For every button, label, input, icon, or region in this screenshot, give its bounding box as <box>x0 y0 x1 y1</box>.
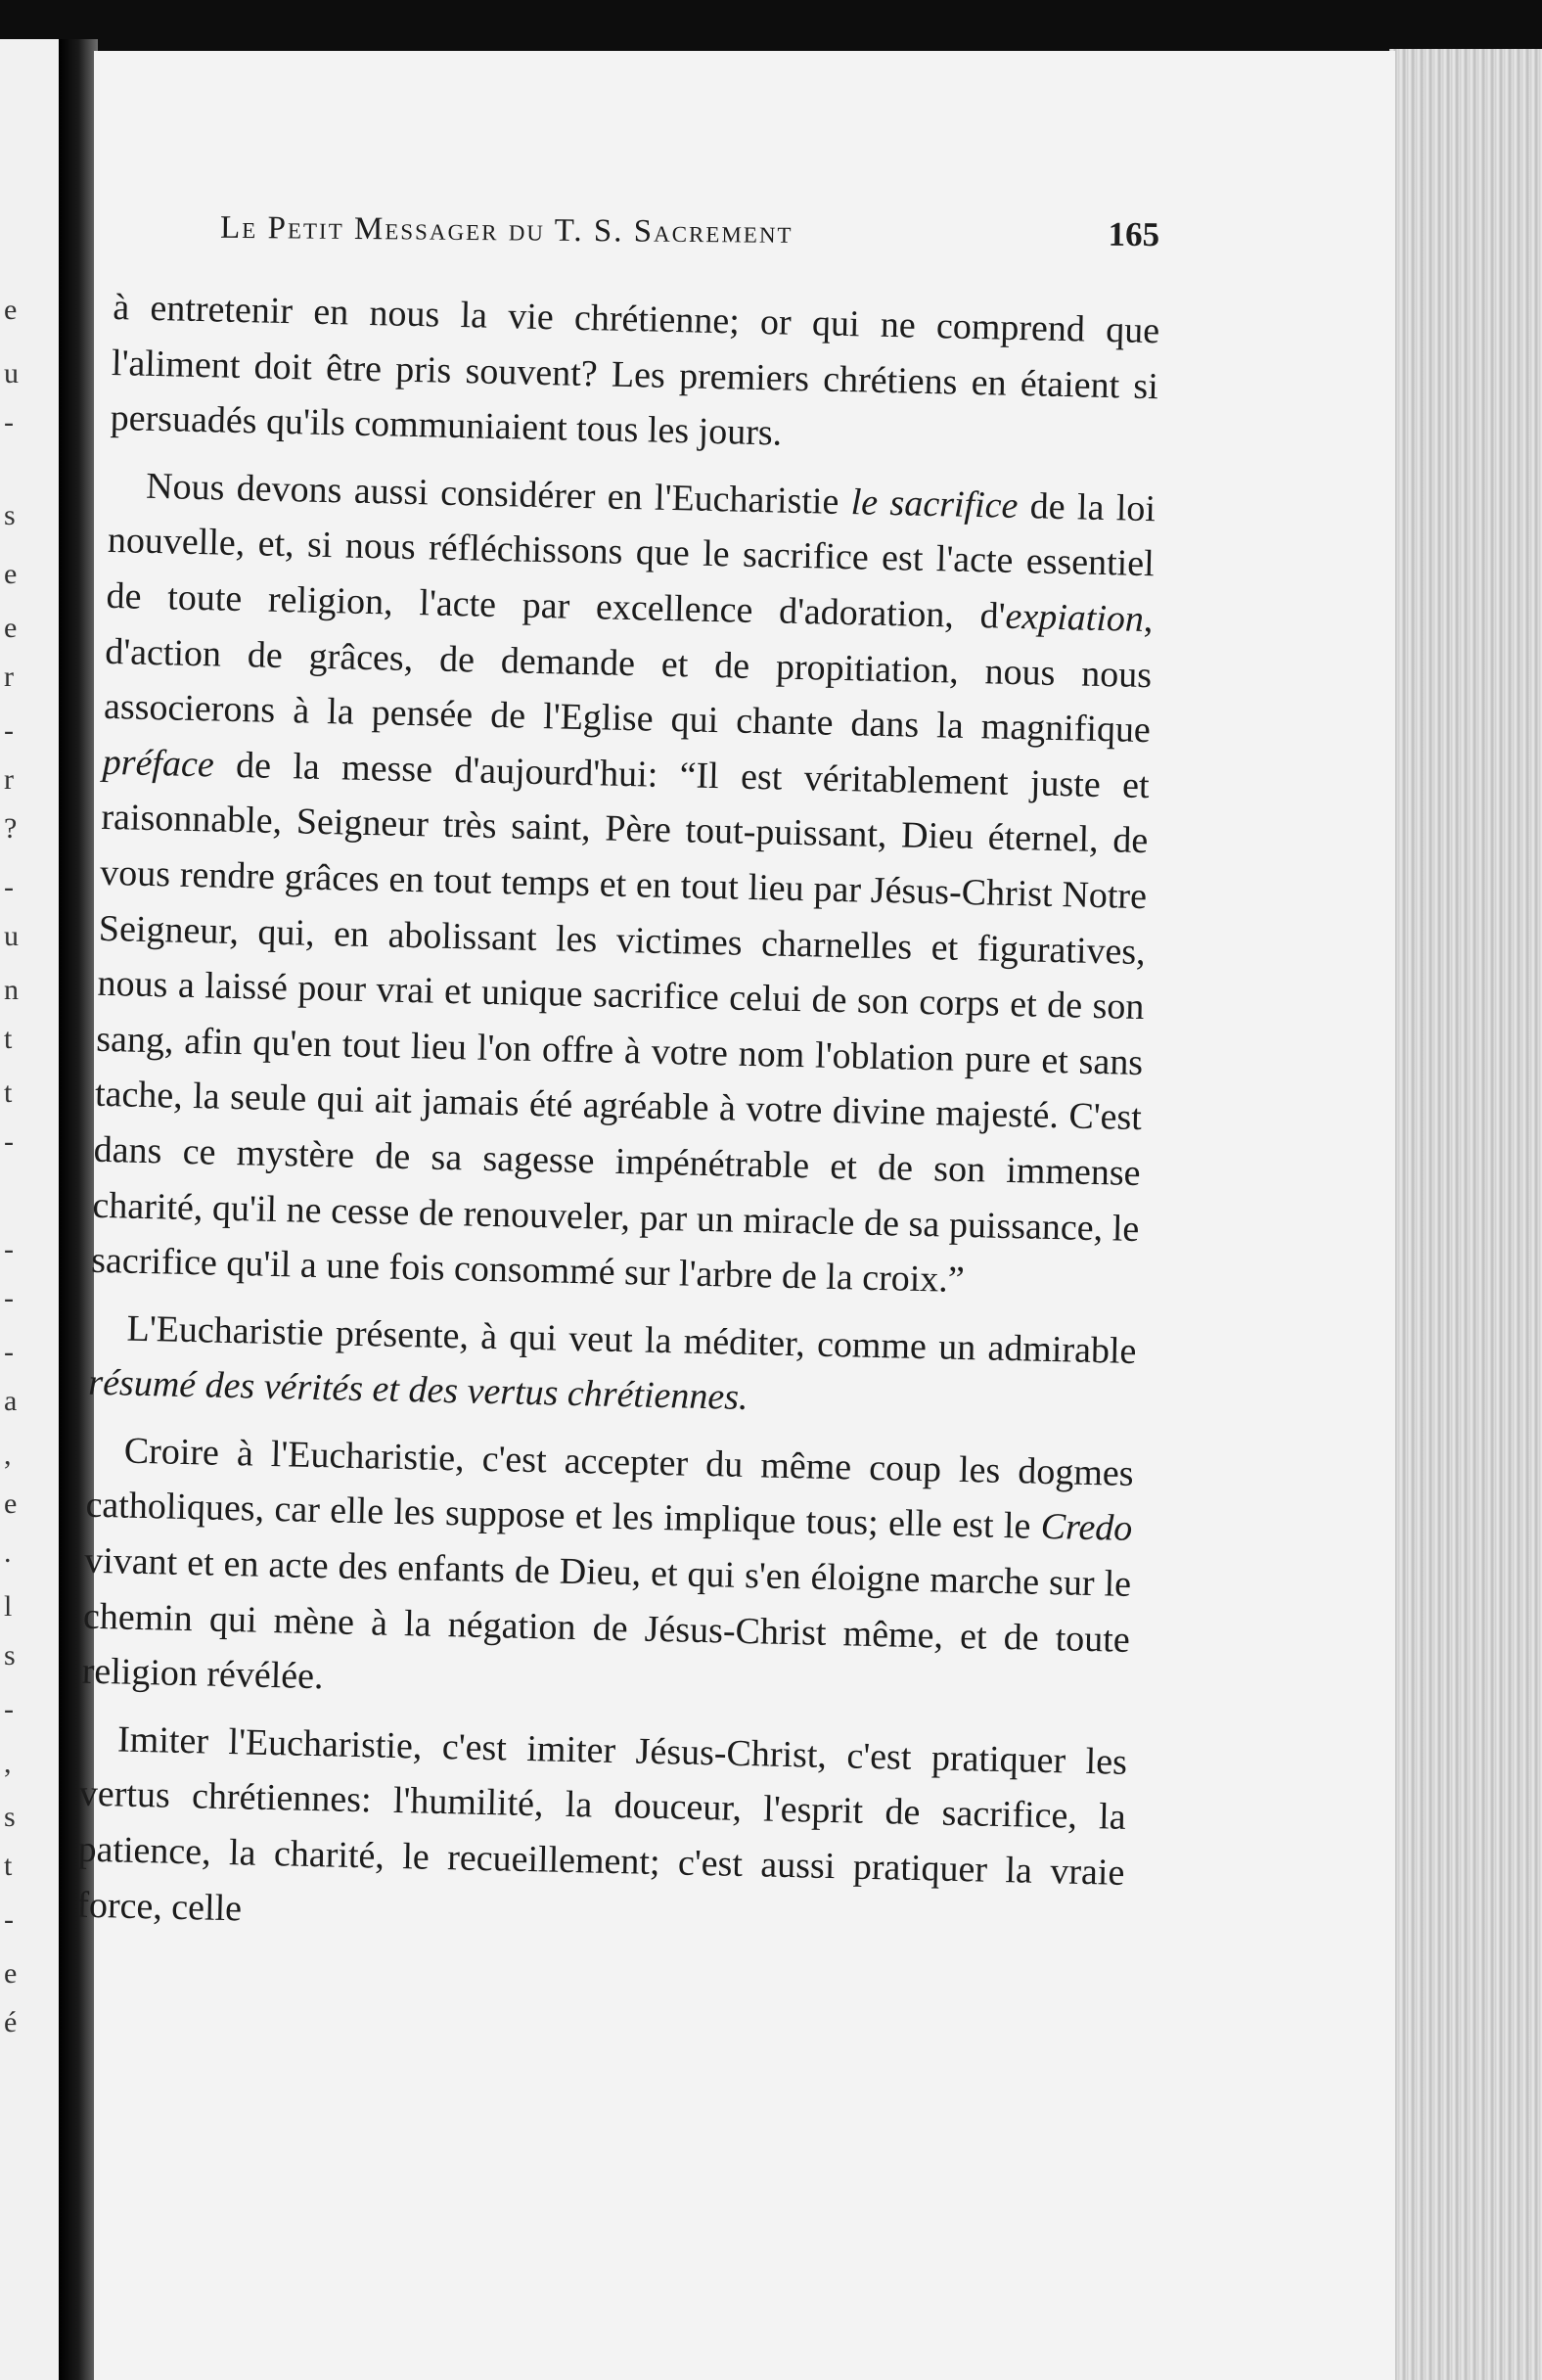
paragraph-p5 <box>76 1711 1128 1956</box>
facing-page-letter: - <box>4 1282 14 1314</box>
facing-page-letter: u <box>4 920 19 952</box>
text-run: Croire à l'Eucharistie, c'est accepter du même coup les dogmes catholiques, car elle les suppose et les implique tous; elle est le <box>85 1430 1135 1548</box>
running-title: Le Petit Messager du T. S. Sacrement <box>219 209 794 251</box>
italic-text: préface <box>102 741 215 786</box>
facing-page-letter: t <box>4 1023 13 1055</box>
text-run: de la loi nouvelle, et, si nous réfléchissons que le sacrifice est l'acte essentiel de toute religion, l'acte par excellence d'adoration, d' <box>106 484 1156 637</box>
text-run: Nous devons aussi considérer en l'Eucharistie <box>145 465 852 523</box>
facing-page-letter: t <box>4 1850 13 1882</box>
paragraph-p4 <box>81 1423 1134 1723</box>
facing-page-letter: e <box>4 294 18 326</box>
italic-text: résumé des vérités et des vertus chrétiennes. <box>87 1361 749 1419</box>
text-run: vivant et en acte des enfants de Dieu, et qui s'en éloigne marche sur le chemin qui mène à la négation de Jésus-Christ même, et de toute religion révélée. <box>81 1539 1132 1698</box>
facing-page-letter: ? <box>4 812 18 845</box>
facing-page-edge <box>0 39 63 2380</box>
body-text <box>75 280 1159 1968</box>
paragraph-p3 <box>88 1300 1137 1434</box>
facing-page-letter: u <box>4 357 19 389</box>
italic-text: expiation <box>1005 595 1145 640</box>
facing-page-letter: e <box>4 612 18 644</box>
page-header <box>220 207 1159 274</box>
text-run: de la messe d'aujourd'hui: “Il est véritablement juste et raisonnable, Seigneur très saint, Père tout-puissant, Dieu éternel, de vous rendre grâces en tout temps et en tout lieu par Jésus-Christ Notre Seigneur, qui, en abolissant les victimes charnelles et figuratives, nous a laissé pour vrai et unique sacrifice celui de son corps et de son sang, afin qu'en tout lieu l'on offre à votre nom l'oblation pure et sans tache, la seule qui ait jamais été agréable à votre divine majesté. C'est dans ce mystère de sa sagesse impénétrable et de son immense charité, qu'il ne cesse de renouveler, par un miracle de sa puissance, le sacrifice qu'il a une fois consommé sur l'arbre de la croix.” <box>90 744 1151 1302</box>
facing-page-letter: - <box>4 406 14 438</box>
text-run: , d'action de grâces, de demande et de propitiation, nous nous associerons à la pensée de l'Eglise qui chante dans la magnifique <box>103 598 1154 752</box>
facing-page-letter: - <box>4 1233 14 1265</box>
facing-page-letter: t <box>4 1076 13 1109</box>
facing-page-letter: - <box>4 1336 14 1368</box>
facing-page-letter: - <box>4 714 14 747</box>
facing-page-letter: s <box>4 499 16 531</box>
text-run: à entretenir en nous la vie chrétienne; or qui ne comprend que l'aliment doit être pris souvent? Les premiers chrétiens en étaient si persuadés qu'ils communiaient tous les jours. <box>110 286 1160 454</box>
facing-page-letter: - <box>4 1903 14 1936</box>
facing-page-letter: e <box>4 1957 18 1990</box>
page-number: 165 <box>1108 214 1160 254</box>
facing-page-letter: - <box>4 1693 14 1725</box>
facing-page-letter: n <box>4 974 19 1006</box>
facing-page-letter: s <box>4 1801 16 1833</box>
facing-page-letter: - <box>4 1125 14 1158</box>
facing-page-letter: l <box>4 1590 13 1623</box>
facing-page-letter: r <box>4 661 14 693</box>
facing-page-letter: é <box>4 2006 18 2038</box>
italic-text: Credo <box>1040 1506 1133 1550</box>
text-run: L'Eucharistie présente, à qui veut la méditer, comme un admirable <box>126 1307 1137 1372</box>
facing-page-letter: e <box>4 1488 18 1520</box>
facing-page-letter: . <box>4 1536 12 1569</box>
facing-page-letter: - <box>4 871 14 903</box>
facing-page-letter: r <box>4 763 14 796</box>
facing-page-letter: , <box>4 1439 12 1471</box>
italic-text: le sacrifice <box>850 481 1019 526</box>
facing-page-letter: s <box>4 1639 16 1671</box>
facing-page-letter: , <box>4 1747 12 1779</box>
page-stack-edges <box>1389 49 1542 2380</box>
text-run: Imiter l'Eucharistie, c'est imiter Jésus-Christ, c'est pratiquer les vertus chrétiennes: l'humilité, la douceur, l'esprit de sacrifice, la patience, la charité, le recueillement; c'est aussi pratiquer la vraie force, celle <box>75 1718 1128 1930</box>
paragraph-p2 <box>91 458 1156 1312</box>
facing-page-letter: e <box>4 558 18 590</box>
facing-page-letter: a <box>4 1385 18 1417</box>
paragraph-p1 <box>110 280 1160 470</box>
